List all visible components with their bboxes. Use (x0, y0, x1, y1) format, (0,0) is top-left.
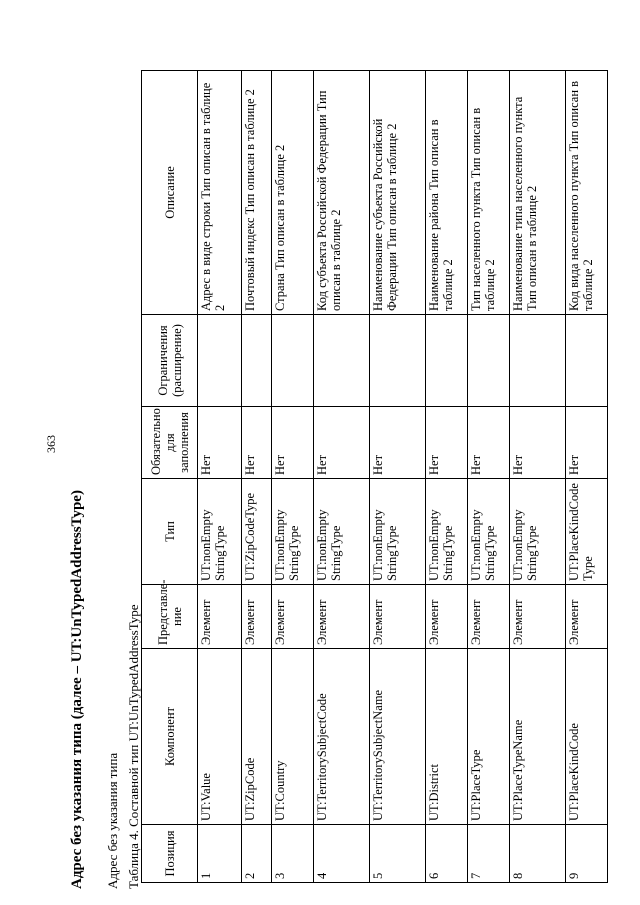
cell-position: 6 (426, 825, 468, 883)
cell-component: UT:PlaceTypeName (510, 649, 566, 825)
cell-type: UT:nonEmpty StringType (426, 479, 468, 585)
cell-component: UT:Country (272, 649, 314, 825)
cell-description: Наименование субъекта Российской Федерации Тип описан в таблице 2 (370, 71, 426, 315)
header-required: Обязательно для заполнения (142, 407, 198, 479)
table-row (314, 71, 370, 883)
cell-representation: Элемент (468, 585, 510, 649)
cell-position: 3 (272, 825, 314, 883)
cell-required: Нет (272, 407, 314, 479)
cell-restriction (468, 315, 510, 407)
cell-description: Наименование района Тип описан в таблице 2 (426, 71, 468, 315)
cell-representation: Элемент (272, 585, 314, 649)
cell-component: UT:PlaceKindCode (566, 649, 608, 825)
cell-representation: Элемент (242, 585, 272, 649)
cell-required: Нет (510, 407, 566, 479)
cell-representation: Элемент (510, 585, 566, 649)
cell-type: UT:PlaceKindCode Type (566, 479, 608, 585)
cell-description: Код субъекта Российской Федерации Тип описан в таблице 2 (314, 71, 370, 315)
page-number: 363 (44, 435, 58, 453)
cell-description: Тип населенного пункта Тип описан в таблице 2 (468, 71, 510, 315)
cell-component: UT:TerritorySubjectName (370, 649, 426, 825)
cell-type: UT:nonEmpty StringType (370, 479, 426, 585)
cell-required: Нет (426, 407, 468, 479)
cell-position: 2 (242, 825, 272, 883)
cell-component: UT:TerritorySubjectCode (314, 649, 370, 825)
cell-required: Нет (198, 407, 242, 479)
cell-representation: Элемент (198, 585, 242, 649)
cell-position: 5 (370, 825, 426, 883)
cell-position: 8 (510, 825, 566, 883)
cell-component: UT:District (426, 649, 468, 825)
cell-restriction (314, 315, 370, 407)
cell-type: UT:nonEmpty StringType (314, 479, 370, 585)
cell-restriction (198, 315, 242, 407)
cell-position: 7 (468, 825, 510, 883)
cell-restriction (370, 315, 426, 407)
table-row (198, 71, 242, 883)
section-heading: Адрес без указания типа (далее – UT:UnTypedAddressType) (69, 490, 85, 889)
table-row (370, 71, 426, 883)
cell-type: UT:nonEmpty StringType (510, 479, 566, 585)
header-component: Компонент (142, 649, 198, 825)
table-row (272, 71, 314, 883)
table-caption: Таблица 4. Составной тип UT:UnTypedAddressType (126, 604, 141, 889)
cell-required: Нет (370, 407, 426, 479)
type-table (141, 70, 608, 883)
cell-restriction (566, 315, 608, 407)
cell-representation: Элемент (566, 585, 608, 649)
cell-representation: Элемент (426, 585, 468, 649)
cell-required: Нет (314, 407, 370, 479)
cell-required: Нет (468, 407, 510, 479)
header-position: Позиция (142, 825, 198, 883)
cell-restriction (242, 315, 272, 407)
section-subtitle: Адрес без указания типа (105, 752, 120, 889)
cell-component: UT:Value (198, 649, 242, 825)
cell-position: 1 (198, 825, 242, 883)
table-row (242, 71, 272, 883)
cell-type: UT:nonEmpty StringType (468, 479, 510, 585)
cell-type: UT:ZipCodeType (242, 479, 272, 585)
cell-position: 9 (566, 825, 608, 883)
cell-component: UT:PlaceType (468, 649, 510, 825)
cell-description: Почтовый индекс Тип описан в таблице 2 (242, 71, 272, 315)
cell-restriction (426, 315, 468, 407)
header-representation: Представле-ние (142, 585, 198, 649)
cell-required: Нет (566, 407, 608, 479)
header-description: Описание (142, 71, 198, 315)
cell-representation: Элемент (314, 585, 370, 649)
cell-type: UT:nonEmpty StringType (198, 479, 242, 585)
table-row (566, 71, 608, 883)
header-type: Тип (142, 479, 198, 585)
table-row (510, 71, 566, 883)
cell-description: Адрес в виде строки Тип описан в таблице 2 (198, 71, 242, 315)
cell-required: Нет (242, 407, 272, 479)
header-restriction: Ограничения (расширение) (142, 315, 198, 407)
cell-description: Страна Тип описан в таблице 2 (272, 71, 314, 315)
cell-position: 4 (314, 825, 370, 883)
cell-description: Код вида населенного пункта Тип описан в таблице 2 (566, 71, 608, 315)
cell-restriction (272, 315, 314, 407)
cell-component: UT:ZipCode (242, 649, 272, 825)
cell-type: UT:nonEmpty StringType (272, 479, 314, 585)
cell-representation: Элемент (370, 585, 426, 649)
cell-restriction (510, 315, 566, 407)
table-header-row (142, 71, 198, 883)
table-row (426, 71, 468, 883)
table-row (468, 71, 510, 883)
cell-description: Наименование типа населенного пункта Тип описан в таблице 2 (510, 71, 566, 315)
